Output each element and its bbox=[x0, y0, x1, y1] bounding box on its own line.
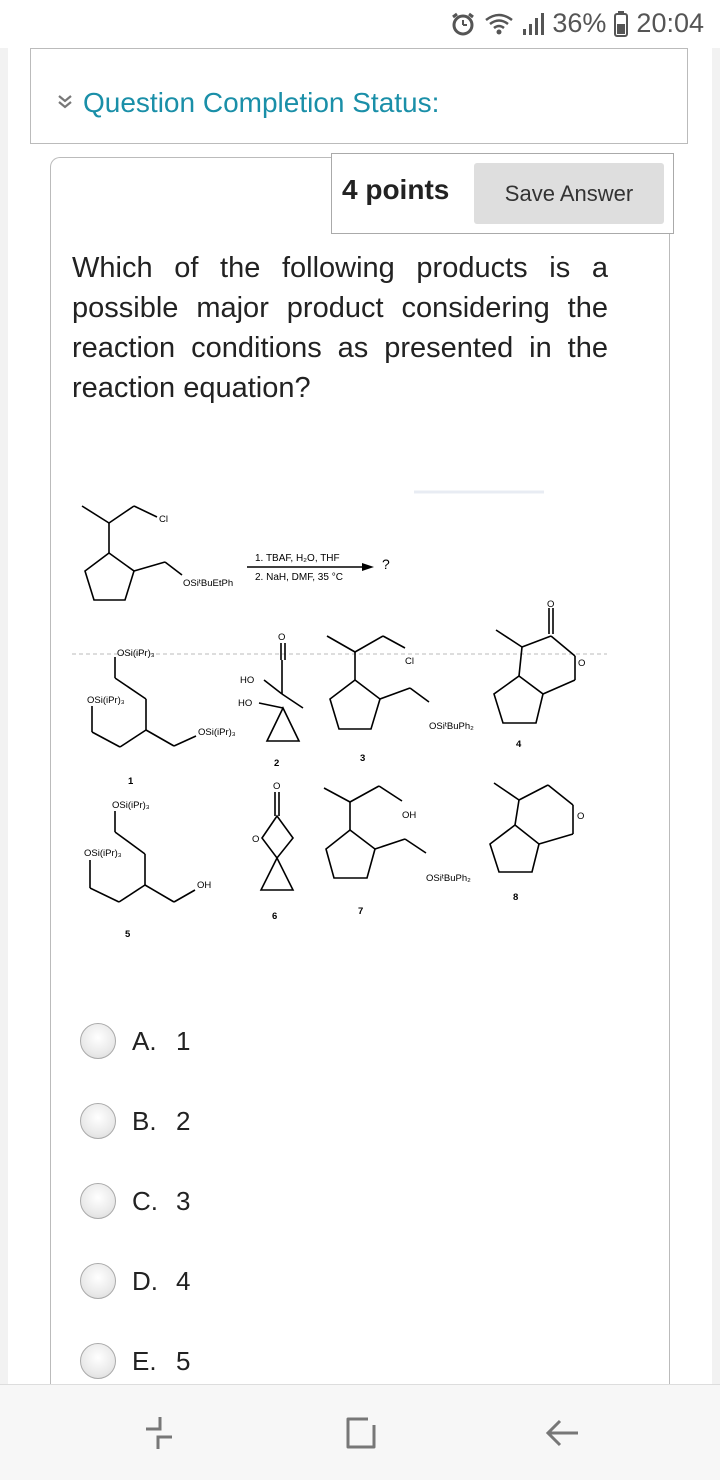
wifi-icon bbox=[484, 12, 514, 36]
chem-label: OH bbox=[197, 880, 212, 891]
chem-label: OH bbox=[402, 810, 417, 821]
option-b[interactable] bbox=[80, 1101, 190, 1141]
compound-number: 1 bbox=[128, 776, 134, 787]
chem-label: HO bbox=[238, 698, 253, 709]
radio-button[interactable] bbox=[80, 1263, 116, 1299]
status-bar bbox=[0, 0, 720, 48]
compound-number: 6 bbox=[272, 911, 278, 922]
product-placeholder: ? bbox=[382, 556, 390, 572]
option-e[interactable] bbox=[80, 1341, 190, 1381]
chem-label: O bbox=[278, 632, 286, 643]
option-letter: A. bbox=[132, 1025, 157, 1056]
option-letter: C. bbox=[132, 1185, 158, 1216]
condition-line-1: 1. TBAF, H₂O, THF bbox=[255, 553, 340, 564]
radio-button[interactable] bbox=[80, 1023, 116, 1059]
chem-label: OSi(iPr)₃ bbox=[117, 648, 155, 659]
save-answer-button[interactable]: Save Answer bbox=[474, 163, 664, 224]
page-gutter-right bbox=[712, 48, 720, 1384]
chem-label: OSiᵗBuPh₂ bbox=[426, 873, 471, 884]
back-icon[interactable] bbox=[544, 1413, 580, 1458]
completion-status-label: Question Completion Status: bbox=[83, 87, 440, 118]
signal-icon bbox=[522, 12, 544, 36]
chem-label: O bbox=[547, 599, 555, 610]
home-icon[interactable] bbox=[342, 1413, 378, 1458]
compound-number: 5 bbox=[125, 929, 131, 940]
option-c[interactable] bbox=[80, 1181, 190, 1221]
compound-number: 3 bbox=[360, 753, 366, 764]
option-d[interactable] bbox=[80, 1261, 190, 1301]
chem-label: OSi(iPr)₃ bbox=[112, 800, 150, 811]
compound-number: 7 bbox=[358, 906, 364, 917]
reaction-figure bbox=[62, 480, 622, 950]
option-letter: B. bbox=[132, 1105, 157, 1136]
chem-label: OSi(iPr)₃ bbox=[198, 727, 236, 738]
radio-button[interactable] bbox=[80, 1183, 116, 1219]
condition-line-2: 2. NaH, DMF, 35 °C bbox=[255, 572, 343, 583]
chem-label: O bbox=[577, 811, 585, 822]
chem-label: O bbox=[252, 834, 260, 845]
option-value: 1 bbox=[176, 1025, 191, 1056]
battery-icon bbox=[614, 11, 628, 37]
clock: 20:04 bbox=[636, 8, 704, 38]
points-box bbox=[331, 153, 674, 234]
chem-label: OSi(iPr)₃ bbox=[87, 695, 125, 706]
compound-number: 4 bbox=[516, 739, 522, 750]
option-value: 5 bbox=[176, 1345, 191, 1376]
compound-number: 2 bbox=[274, 758, 280, 769]
chem-label: Cl bbox=[405, 656, 414, 667]
option-letter: E. bbox=[132, 1345, 157, 1376]
chem-label: OSi(iPr)₃ bbox=[84, 848, 122, 859]
option-value: 2 bbox=[176, 1105, 191, 1136]
points-label: 4 points bbox=[342, 174, 450, 205]
radio-button[interactable] bbox=[80, 1343, 116, 1379]
chem-label: O bbox=[273, 781, 281, 792]
alarm-icon bbox=[450, 11, 476, 37]
completion-status-panel[interactable] bbox=[30, 48, 688, 144]
compound-number: 8 bbox=[513, 892, 519, 903]
chem-label: Cl bbox=[159, 514, 168, 525]
option-a[interactable] bbox=[80, 1021, 190, 1061]
page-gutter-left bbox=[0, 48, 8, 1384]
chevron-down-double-icon bbox=[57, 94, 73, 115]
chem-label: HO bbox=[240, 675, 255, 686]
battery-percent: 36% bbox=[552, 8, 607, 38]
chem-label: O bbox=[578, 658, 586, 669]
option-letter: D. bbox=[132, 1265, 158, 1296]
option-value: 4 bbox=[176, 1265, 191, 1296]
question-text: Which of the following products is a possible major product considering the reaction conditions as presented in the reaction equation? bbox=[72, 252, 608, 404]
option-value: 3 bbox=[176, 1185, 191, 1216]
radio-button[interactable] bbox=[80, 1103, 116, 1139]
recent-apps-icon[interactable] bbox=[142, 1413, 176, 1458]
chem-label: OSiᵗBuPh₂ bbox=[429, 721, 474, 732]
chem-label: OSiᵗBuEtPh bbox=[183, 578, 234, 589]
navigation-bar bbox=[0, 1384, 720, 1480]
